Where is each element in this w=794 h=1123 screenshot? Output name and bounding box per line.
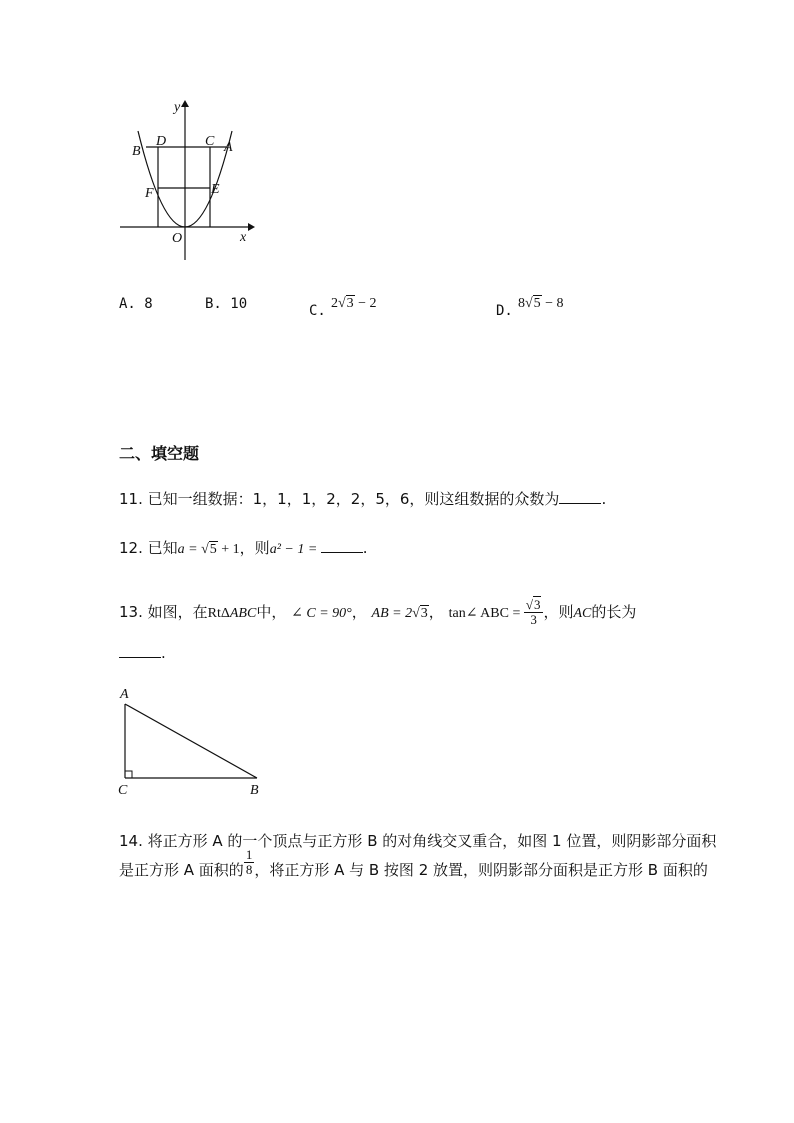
label-o: O [172, 231, 183, 246]
q11-text: 11. 已知一组数据：1，1，1，2，2，5，6，则这组数据的众数为 [119, 490, 560, 508]
option-c-prefix: C. [309, 303, 326, 319]
label-a: A [224, 140, 233, 155]
option-b: B. 10 [205, 296, 248, 312]
section-title: 二、填空题 [119, 444, 200, 463]
label-a: A [120, 687, 129, 702]
q14-fraction: $\frac{1}{8}$ [245, 847, 253, 877]
q13-blank [119, 645, 161, 658]
q13-tan: tan∠ ABC = [448, 606, 524, 621]
side-ab [125, 704, 257, 778]
x-axis-arrow [248, 223, 255, 231]
right-triangle-figure [110, 684, 280, 802]
label-x: x [240, 230, 247, 245]
question-11: 11. 已知一组数据：1，1，1，2，2，5，6，则这组数据的众数为 . [119, 490, 607, 508]
label-c: C [118, 783, 128, 798]
q12-expr: a² − 1 = [269, 542, 321, 557]
q13-ab: AB = 2 [371, 606, 413, 621]
question-12: 12. 已知a = √5 + 1，则a² − 1 = . [119, 539, 368, 557]
label-c: C [205, 134, 215, 149]
option-d [496, 292, 564, 319]
question-13: 13. 如图，在RtΔABC中， ∠ C = 90°， AB = 2√3， tan∠ ABC = $\frac{√3}{3}$ ，则AC的长为 [119, 597, 637, 627]
q11-blank [559, 491, 601, 504]
y-axis-arrow [181, 100, 189, 107]
right-angle-mark [125, 771, 132, 778]
label-b: B [250, 783, 259, 798]
parabola-figure [110, 95, 260, 265]
q13-angle: ∠ C = 90° [291, 606, 352, 621]
question-14-line1: 14. 将正方形 A 的一个顶点与正方形 B 的对角线交叉重合，如图 1 位置，则阴影部分面积 [119, 832, 717, 850]
option-a: A. 8 [119, 296, 153, 312]
question-14-line2: 是正方形 A 面积的 $\frac{1}{8}$ ，将正方形 A 与 B 按图 2 放置，则阴影部分面积是正方形 B 面积的 [119, 847, 708, 879]
label-b: B [132, 144, 141, 159]
option-d-expr: 8√5 − 8 [517, 296, 564, 311]
q12-a-eq: a = [177, 542, 202, 557]
option-c [309, 292, 377, 319]
option-c-expr: 2√3 − 2 [330, 296, 377, 311]
label-e: E [211, 182, 220, 197]
option-d-prefix: D. [496, 303, 513, 319]
q13-fraction: $\frac{√3}{3}$ [524, 598, 544, 627]
question-13-line2: . [119, 644, 166, 662]
q12-blank [321, 540, 363, 553]
label-d: D [156, 134, 167, 149]
label-f: F [145, 186, 154, 201]
label-y: y [174, 100, 181, 115]
